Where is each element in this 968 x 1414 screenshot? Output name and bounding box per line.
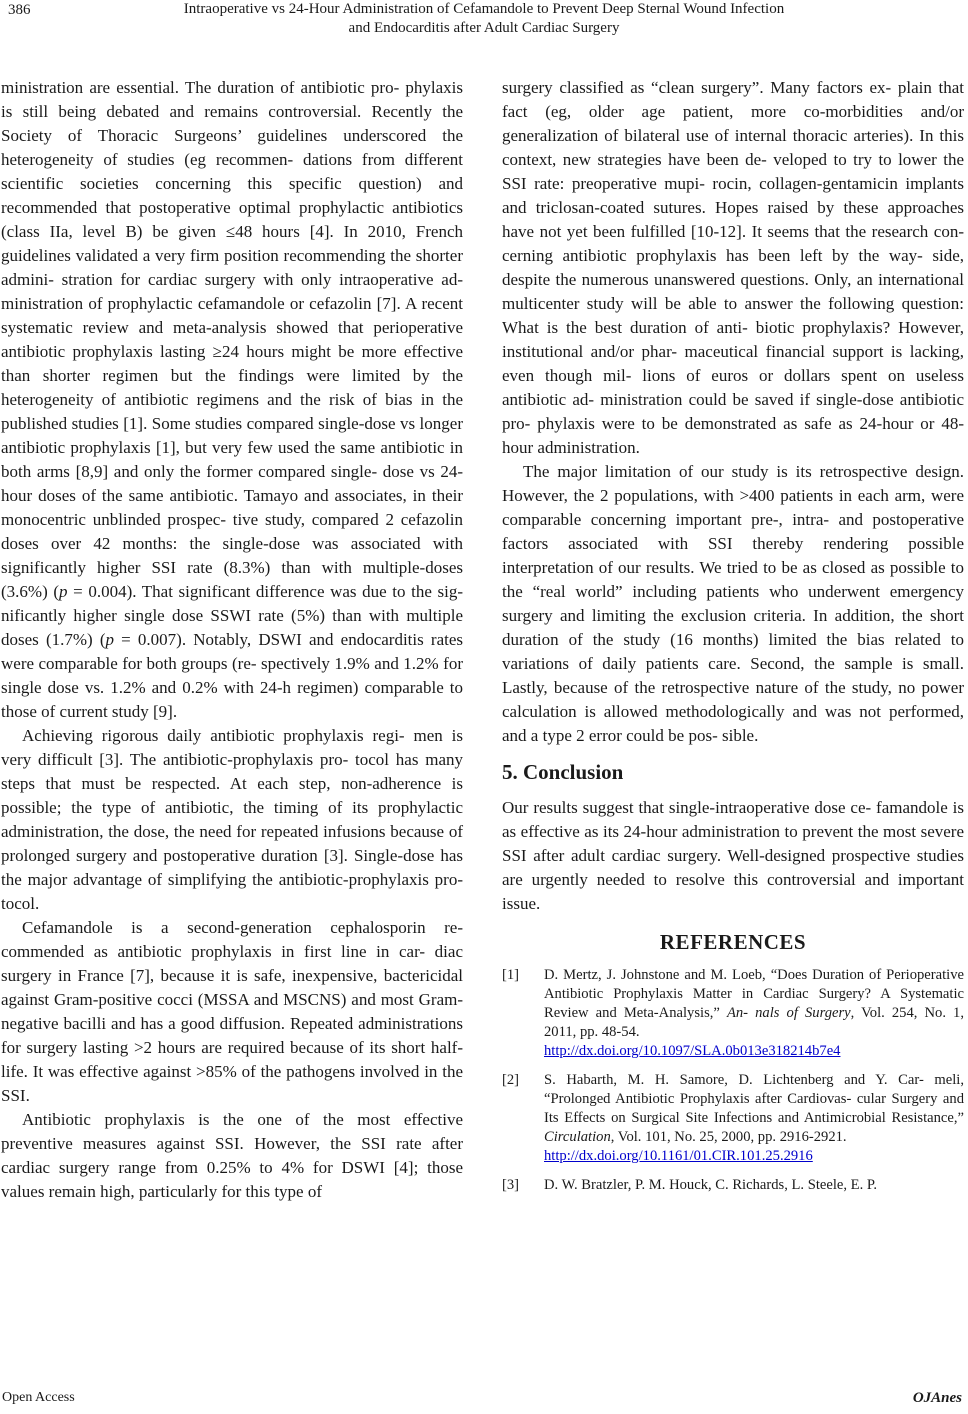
reference-item [502,966,964,1061]
conclusion-paragraph: Our results suggest that single-intraoperative dose ce- famandole is as effective as its 24-hour administration to prevent the most severe SSI after adult cardiac surgery. Well-designed prospective studies are urgently needed to resolve this controversial and important issue. [502,798,964,913]
doi-link[interactable]: http://dx.doi.org/10.1097/SLA.0b013e318214b7e4 [544,1043,841,1059]
paragraph-text: ministration are essential. The duration of antibiotic pro- phylaxis is still being debated and remains controversial. Recently the Society of Thoracic Surgeons’ guidelines underscored the heterogeneity of studies (eg recommen- dations from different scientific societies concerning this specific question) and recommended that postoperative optimal prophylactic antibiotics (class IIa, level B) be given ≤48 hours [4]. In 2010, French guidelines validated a very firm position recommending the shorter admini- stration for cardiac surgery with only intraoperative ad- ministration of prophylactic cefamandole or cefazolin [7]. A recent systematic review and meta-analysis showed that perioperative antibiotic prophylaxis lasting ≥24 hours might be more effective than shorter regimen but the findings were limited by the heterogeneity of antibiotic regimens and the risk of bias in the published studies [1]. Some studies compared single-dose vs longer antibiotic prophylaxis [1], but very few used the same antibiotic in both arms [8,9] and only the former compared single- dose vs 24-hour doses of the same antibiotic. Tamayo and associates, in their monocentric unblinded prospec- tive study, compared 2 cefazolin doses over 42 months: the single-dose was associated with significantly higher SSI rate (8.3%) than with multiple-doses (3.6%) ( [1,78,463,601]
reference-text [544,1071,964,1166]
page-number: 386 [8,2,31,18]
reference-number: [1] [502,967,520,983]
reference-number: [3] [502,1177,520,1193]
reference-journal: Circulation [544,1129,611,1145]
running-title-line1: Intraoperative vs 24-Hour Administration of Cefamandole to Prevent Deep Sternal Wound Infection [183,1,785,17]
references-heading: REFERENCES [659,930,807,954]
section-heading: 5. Conclusion [502,760,624,784]
reference-item [502,1176,964,1195]
paragraph [1,76,463,724]
paragraph: The major limitation of our study is its retrospective design. However, the 2 populations, with >400 patients in each arm, were comparable concerning important pre-, intra- and postoperative factors associated with SSI thereby rendering possible interpretation of our results. We tried to be as closed as possible to the “real world” including patients who underwent emergency surgery and limiting the exclusion criteria. In addition, the short duration of the study (16 months) limited the bias related to variations of daily patients care. Second, the sample is small. Lastly, because of the retrospective nature of the study, no power calculation is allowed methodologically and was not performed, and a type 2 error could be pos- sible. [502,462,964,745]
paragraph: surgery classified as “clean surgery”. Many factors ex- plain that fact (eg, older age patient, more co-morbidities and/or generalization of bilateral use of internal thoracic arteries). In this context, new strategies have been de- veloped to try to lower the SSI rate: preoperative mupi- rocin, collagen-gentamicin implants and triclosan-coated sutures. Hopes raised by these approaches have not yet been fulfilled [10-12]. It seems that the research con- cerning antibiotic prophylaxis has been left by the way- side, despite the numerous unanswered questions. Only, an international multicenter study will be able to answer the following question: What is the best duration of anti- biotic prophylaxis? However, institutional and/or phar- maceutical financial support is lacking, even though mil- lions of euros or dollars spent on useless antibiotic ad- ministration could be saved if single-dose antibiotic pro- phylaxis were to be demonstrated as safe as 24-hour or 48-hour administration. [502,78,964,457]
reference-text [544,1176,964,1195]
footer-open-access: Open Access [2,1390,75,1405]
reference-citation: D. W. Bratzler, P. M. Houck, C. Richards, L. Steele, E. P. [544,1177,878,1193]
doi-link[interactable]: http://dx.doi.org/10.1161/01.CIR.101.25.2916 [544,1148,813,1164]
reference-item [502,1071,964,1166]
right-column [502,76,964,1205]
paragraph-text: = 0.007). Notably, DSWI and endocarditis rates were comparable for both groups (re- spectively 1.9% and 1.2% for single dose vs. 1.2% and 0.2% with 24-h regimen) comparable to those of current study [9]. [1,630,464,721]
paragraph: Cefamandole is a second-generation cephalosporin re- commended as antibiotic prophylaxis in first line in car- diac surgery in France [7], because it is safe, inexpensive, bactericidal against Gram-positive cocci (MSSA and MSCNS) and most Gram-negative bacilli and has a good diffusion. Repeated administrations for surgery lasting >2 hours are required because of its short half-life. It was effective against >85% of the pathogens involved in the SSI. [1,918,463,1105]
paragraph: Achieving rigorous daily antibiotic prophylaxis regi- men is very difficult [3]. The antibiotic-prophylaxis pro- tocol has many steps that must be respected. At each step, non-adherence is possible; the type of antibiotic, the timing of its prophylactic administration, the dose, the need for repeated infusions because of prolonged surgery and postoperative duration [3]. Single-dose has the major advantage of simplifying the antibiotic-prophylaxis pro- tocol. [1,726,463,913]
p-value-symbol: p [105,630,115,649]
reference-citation: , Vol. 101, No. 25, 2000, pp. 2916-2921. [610,1129,847,1145]
footer-journal-name: OJAnes [912,1390,962,1406]
left-column [1,76,463,1204]
paragraph: Antibiotic prophylaxis is the one of the most effective preventive measures against SSI. However, the SSI rate after cardiac surgery range from 0.25% to 4% for DSWI [4]; those values remain high, particularly for this type of [1,1110,463,1201]
reference-citation: D. Mertz, J. Johnstone and M. Loeb, “Does Duration of Perioperative Antibiotic Prophylaxis Matter in Cardiac Surgery? A Systematic Review and Meta-Analysis,” [544,967,964,1021]
reference-number: [2] [502,1072,520,1088]
running-title [60,0,908,38]
running-title-line2: and Endocarditis after Adult Cardiac Surgery [348,20,620,36]
p-value-symbol: p [59,582,68,601]
reference-citation: , Vol. 254, No. 1, 2011, pp. 48-54. [544,1005,964,1040]
reference-text [544,966,964,1061]
reference-citation: S. Habarth, M. H. Samore, D. Lichtenberg and Y. Car- meli, “Prolonged Antibiotic Prophylaxis after Cardiovas- cular Surgery and Its Effects on Surgical Site Infections and Antimicrobial Resistance,” [544,1072,964,1126]
paragraph-text: = 0.004). That significant difference was due to the sig- nificantly higher single dose SSWI rate (5%) than with multiple doses (1.7%) ( [1,582,463,649]
reference-journal: An- nals of Surgery [726,1005,851,1021]
